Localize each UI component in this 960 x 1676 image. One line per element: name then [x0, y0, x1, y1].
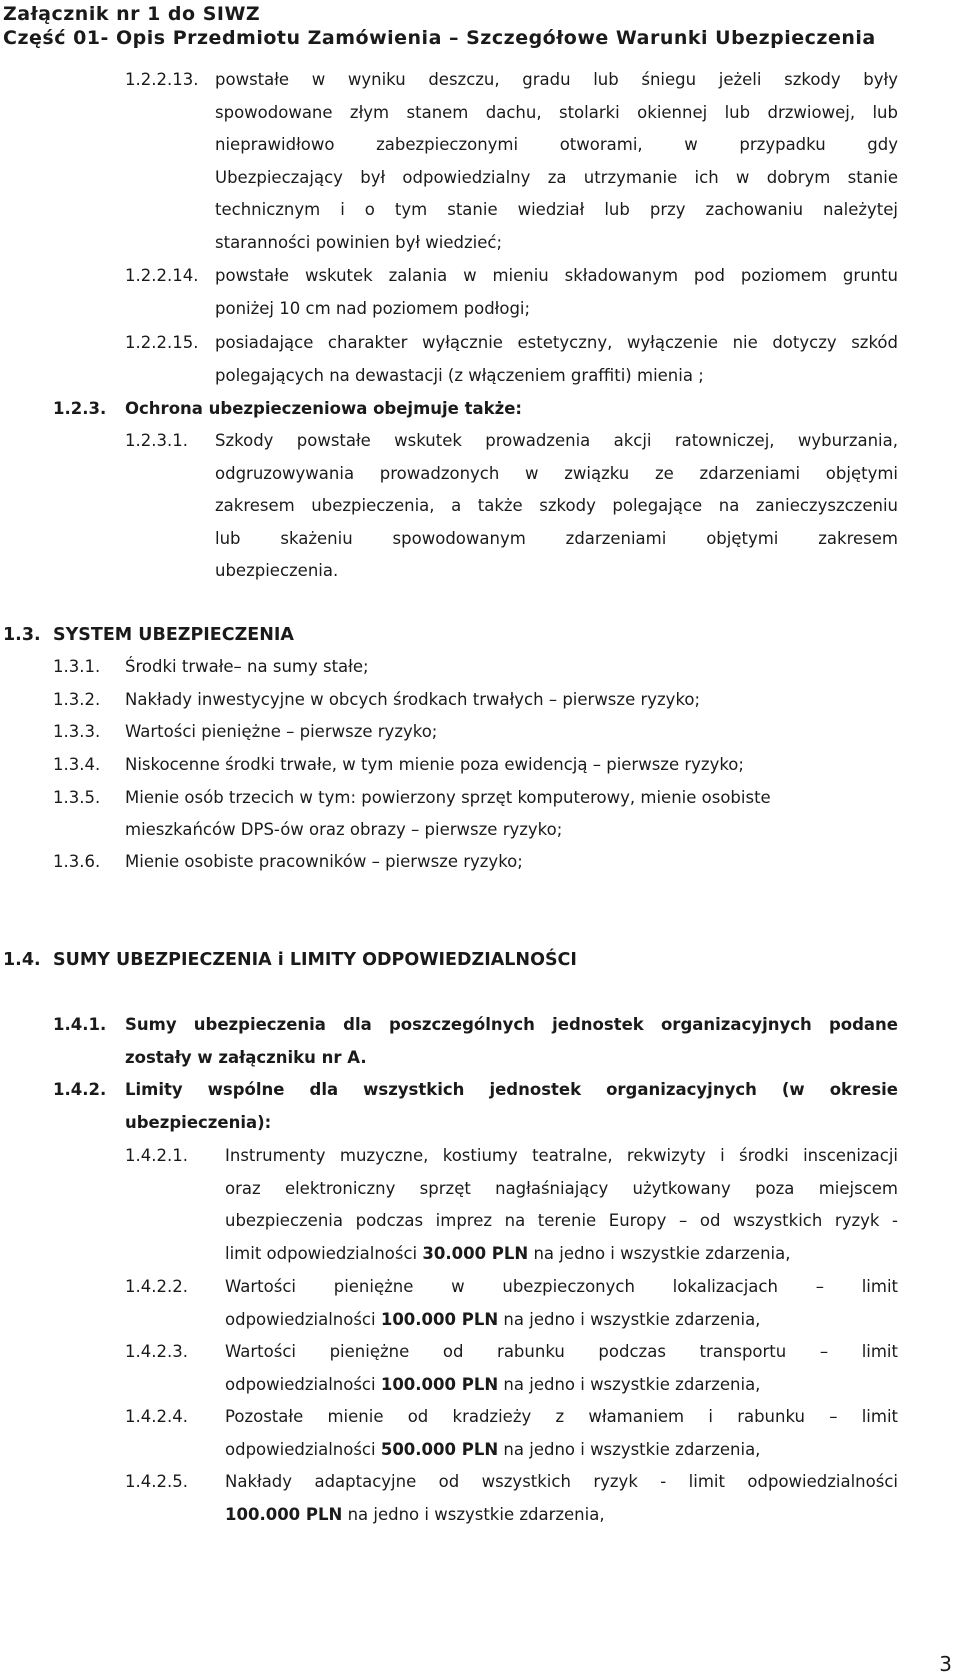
- item-number: 1.4.2.2.: [125, 1277, 188, 1296]
- item-number: 1.4.: [3, 950, 41, 970]
- item-text-line: lub skażeniu spowodowanym zdarzeniami objętymi zakresem: [215, 528, 898, 548]
- limit-text: odpowiedzialności: [225, 1374, 381, 1394]
- limit-text: na jedno i wszystkie zdarzenia,: [498, 1374, 761, 1394]
- limit-line: [225, 1440, 760, 1459]
- item-text-line: technicznym i o tym stanie wiedział lub przy zachowaniu należytej: [215, 200, 898, 220]
- item-text-line: SUMY UBEZPIECZENIA i LIMITY ODPOWIEDZIALNOŚCI: [53, 950, 577, 970]
- item-text-line: Środki trwałe– na sumy stałe;: [125, 657, 369, 676]
- item-text-line: Nakłady adaptacyjne od wszystkich ryzyk - limit odpowiedzialności: [225, 1472, 898, 1491]
- limit-amount: 100.000 PLN: [380, 1309, 499, 1329]
- item-number: 1.2.2.13.: [125, 70, 199, 89]
- item-text-line: oraz elektroniczny sprzęt nagłaśniający użytkowany poza miejscem: [225, 1178, 898, 1198]
- item-text-line: ubezpieczenia):: [125, 1113, 272, 1132]
- item-number: 1.4.1.: [53, 1015, 107, 1034]
- item-text-line: Ochrona ubezpieczeniowa obejmuje także:: [125, 399, 523, 418]
- item-number: 1.3.6.: [53, 852, 101, 871]
- limit-text: na jedno i wszystkie zdarzenia,: [528, 1243, 791, 1263]
- item-text-line: mieszkańców DPS-ów oraz obrazy – pierwsze ryzyko;: [125, 820, 563, 839]
- item-text-line: zakresem ubezpieczenia, a także szkody polegające na zanieczyszczeniu: [215, 496, 898, 516]
- item-text-line: odgruzowywania prowadzonych w związku ze zdarzeniami objętymi: [215, 463, 898, 483]
- item-text-line: poniżej 10 cm nad poziomem podłogi;: [215, 299, 531, 318]
- item-number: 1.3.1.: [53, 657, 101, 676]
- item-text-line: Mienie osób trzecich w tym: powierzony sprzęt komputerowy, mienie osobiste: [125, 788, 771, 807]
- item-number: 1.2.2.14.: [125, 266, 199, 285]
- item-number: 1.2.2.15.: [125, 333, 199, 352]
- item-text-line: staranności powinien był wiedzieć;: [215, 233, 503, 252]
- item-text-line: Instrumenty muzyczne, kostiumy teatralne, rekwizyty i środki inscenizacji: [225, 1146, 898, 1165]
- page-number: 3: [939, 1652, 952, 1676]
- limit-text: na jedno i wszystkie zdarzenia,: [498, 1309, 761, 1329]
- item-text-line: Szkody powstałe wskutek prowadzenia akcji ratowniczej, wyburzania,: [215, 431, 898, 450]
- item-text-line: Mienie osobiste pracowników – pierwsze ryzyko;: [125, 852, 523, 871]
- limit-text: odpowiedzialności: [225, 1439, 381, 1459]
- limit-text: odpowiedzialności: [225, 1309, 381, 1329]
- item-number: 1.4.2.1.: [125, 1146, 188, 1165]
- item-text-line: ubezpieczenia podczas imprez na terenie Europy – od wszystkich ryzyk -: [225, 1211, 898, 1231]
- part-title: Część 01- Opis Przedmiotu Zamówienia – Szczegółowe Warunki Ubezpieczenia: [3, 27, 876, 49]
- limit-line: [225, 1310, 760, 1329]
- item-text-line: posiadające charakter wyłącznie estetyczny, wyłączenie nie dotyczy szkód: [215, 333, 898, 352]
- item-number: 1.4.2.4.: [125, 1407, 188, 1426]
- limit-line: [225, 1375, 760, 1394]
- item-number: 1.3.4.: [53, 755, 101, 774]
- limit-amount: 100.000 PLN: [225, 1504, 343, 1524]
- item-number: 1.3.5.: [53, 788, 101, 807]
- item-text-line: Ubezpieczający był odpowiedzialny za utrzymanie ich w dobrym stanie: [215, 167, 898, 187]
- limit-amount: 100.000 PLN: [380, 1374, 499, 1394]
- item-text-line: polegających na dewastacji (z włączeniem graffiti) mienia ;: [215, 366, 704, 385]
- item-number: 1.4.2.3.: [125, 1342, 188, 1361]
- item-number: 1.3.2.: [53, 690, 101, 709]
- item-text-line: powstałe wskutek zalania w mieniu składowanym pod poziomem gruntu: [215, 266, 898, 285]
- limit-text: limit odpowiedzialności: [225, 1243, 423, 1263]
- item-text-line: Wartości pieniężne w ubezpieczonych lokalizacjach – limit: [225, 1277, 898, 1296]
- limit-line: [225, 1505, 605, 1524]
- item-text-line: Wartości pieniężne – pierwsze ryzyko;: [125, 722, 438, 741]
- limit-amount: 500.000 PLN: [380, 1439, 499, 1459]
- item-text-line: Pozostałe mienie od kradzieży z włamaniem i rabunku – limit: [225, 1407, 898, 1426]
- attachment-title: Załącznik nr 1 do SIWZ: [3, 3, 261, 25]
- item-text-line: zostały w załączniku nr A.: [125, 1048, 367, 1067]
- document-header: [3, 2, 876, 50]
- item-text-line: nieprawidłowo zabezpieczonymi otworami, w przypadku gdy: [215, 135, 898, 155]
- limit-text: na jedno i wszystkie zdarzenia,: [342, 1504, 605, 1524]
- item-text-line: Nakłady inwestycyjne w obcych środkach trwałych – pierwsze ryzyko;: [125, 690, 701, 709]
- item-text-line: Wartości pieniężne od rabunku podczas transportu – limit: [225, 1342, 898, 1361]
- item-text-line: Sumy ubezpieczenia dla poszczególnych jednostek organizacyjnych podane: [125, 1015, 898, 1034]
- item-text-line: powstałe w wyniku deszczu, gradu lub śniegu jeżeli szkody były: [215, 70, 898, 89]
- item-text-line: Niskocenne środki trwałe, w tym mienie poza ewidencją – pierwsze ryzyko;: [125, 755, 744, 774]
- item-text-line: Limity wspólne dla wszystkich jednostek organizacyjnych (w okresie: [125, 1080, 898, 1099]
- limit-amount: 30.000 PLN: [422, 1243, 529, 1263]
- item-number: 1.3.: [3, 625, 41, 645]
- item-number: 1.2.3.1.: [125, 431, 188, 450]
- item-text-line: SYSTEM UBEZPIECZENIA: [53, 625, 294, 645]
- limit-text: na jedno i wszystkie zdarzenia,: [498, 1439, 761, 1459]
- item-number: 1.4.2.: [53, 1080, 107, 1099]
- item-number: 1.4.2.5.: [125, 1472, 188, 1491]
- item-number: 1.3.3.: [53, 722, 101, 741]
- item-number: 1.2.3.: [53, 399, 107, 418]
- limit-line: [225, 1244, 790, 1263]
- item-text-line: ubezpieczenia.: [215, 561, 339, 581]
- item-text-line: spowodowane złym stanem dachu, stolarki okiennej lub drzwiowej, lub: [215, 102, 898, 122]
